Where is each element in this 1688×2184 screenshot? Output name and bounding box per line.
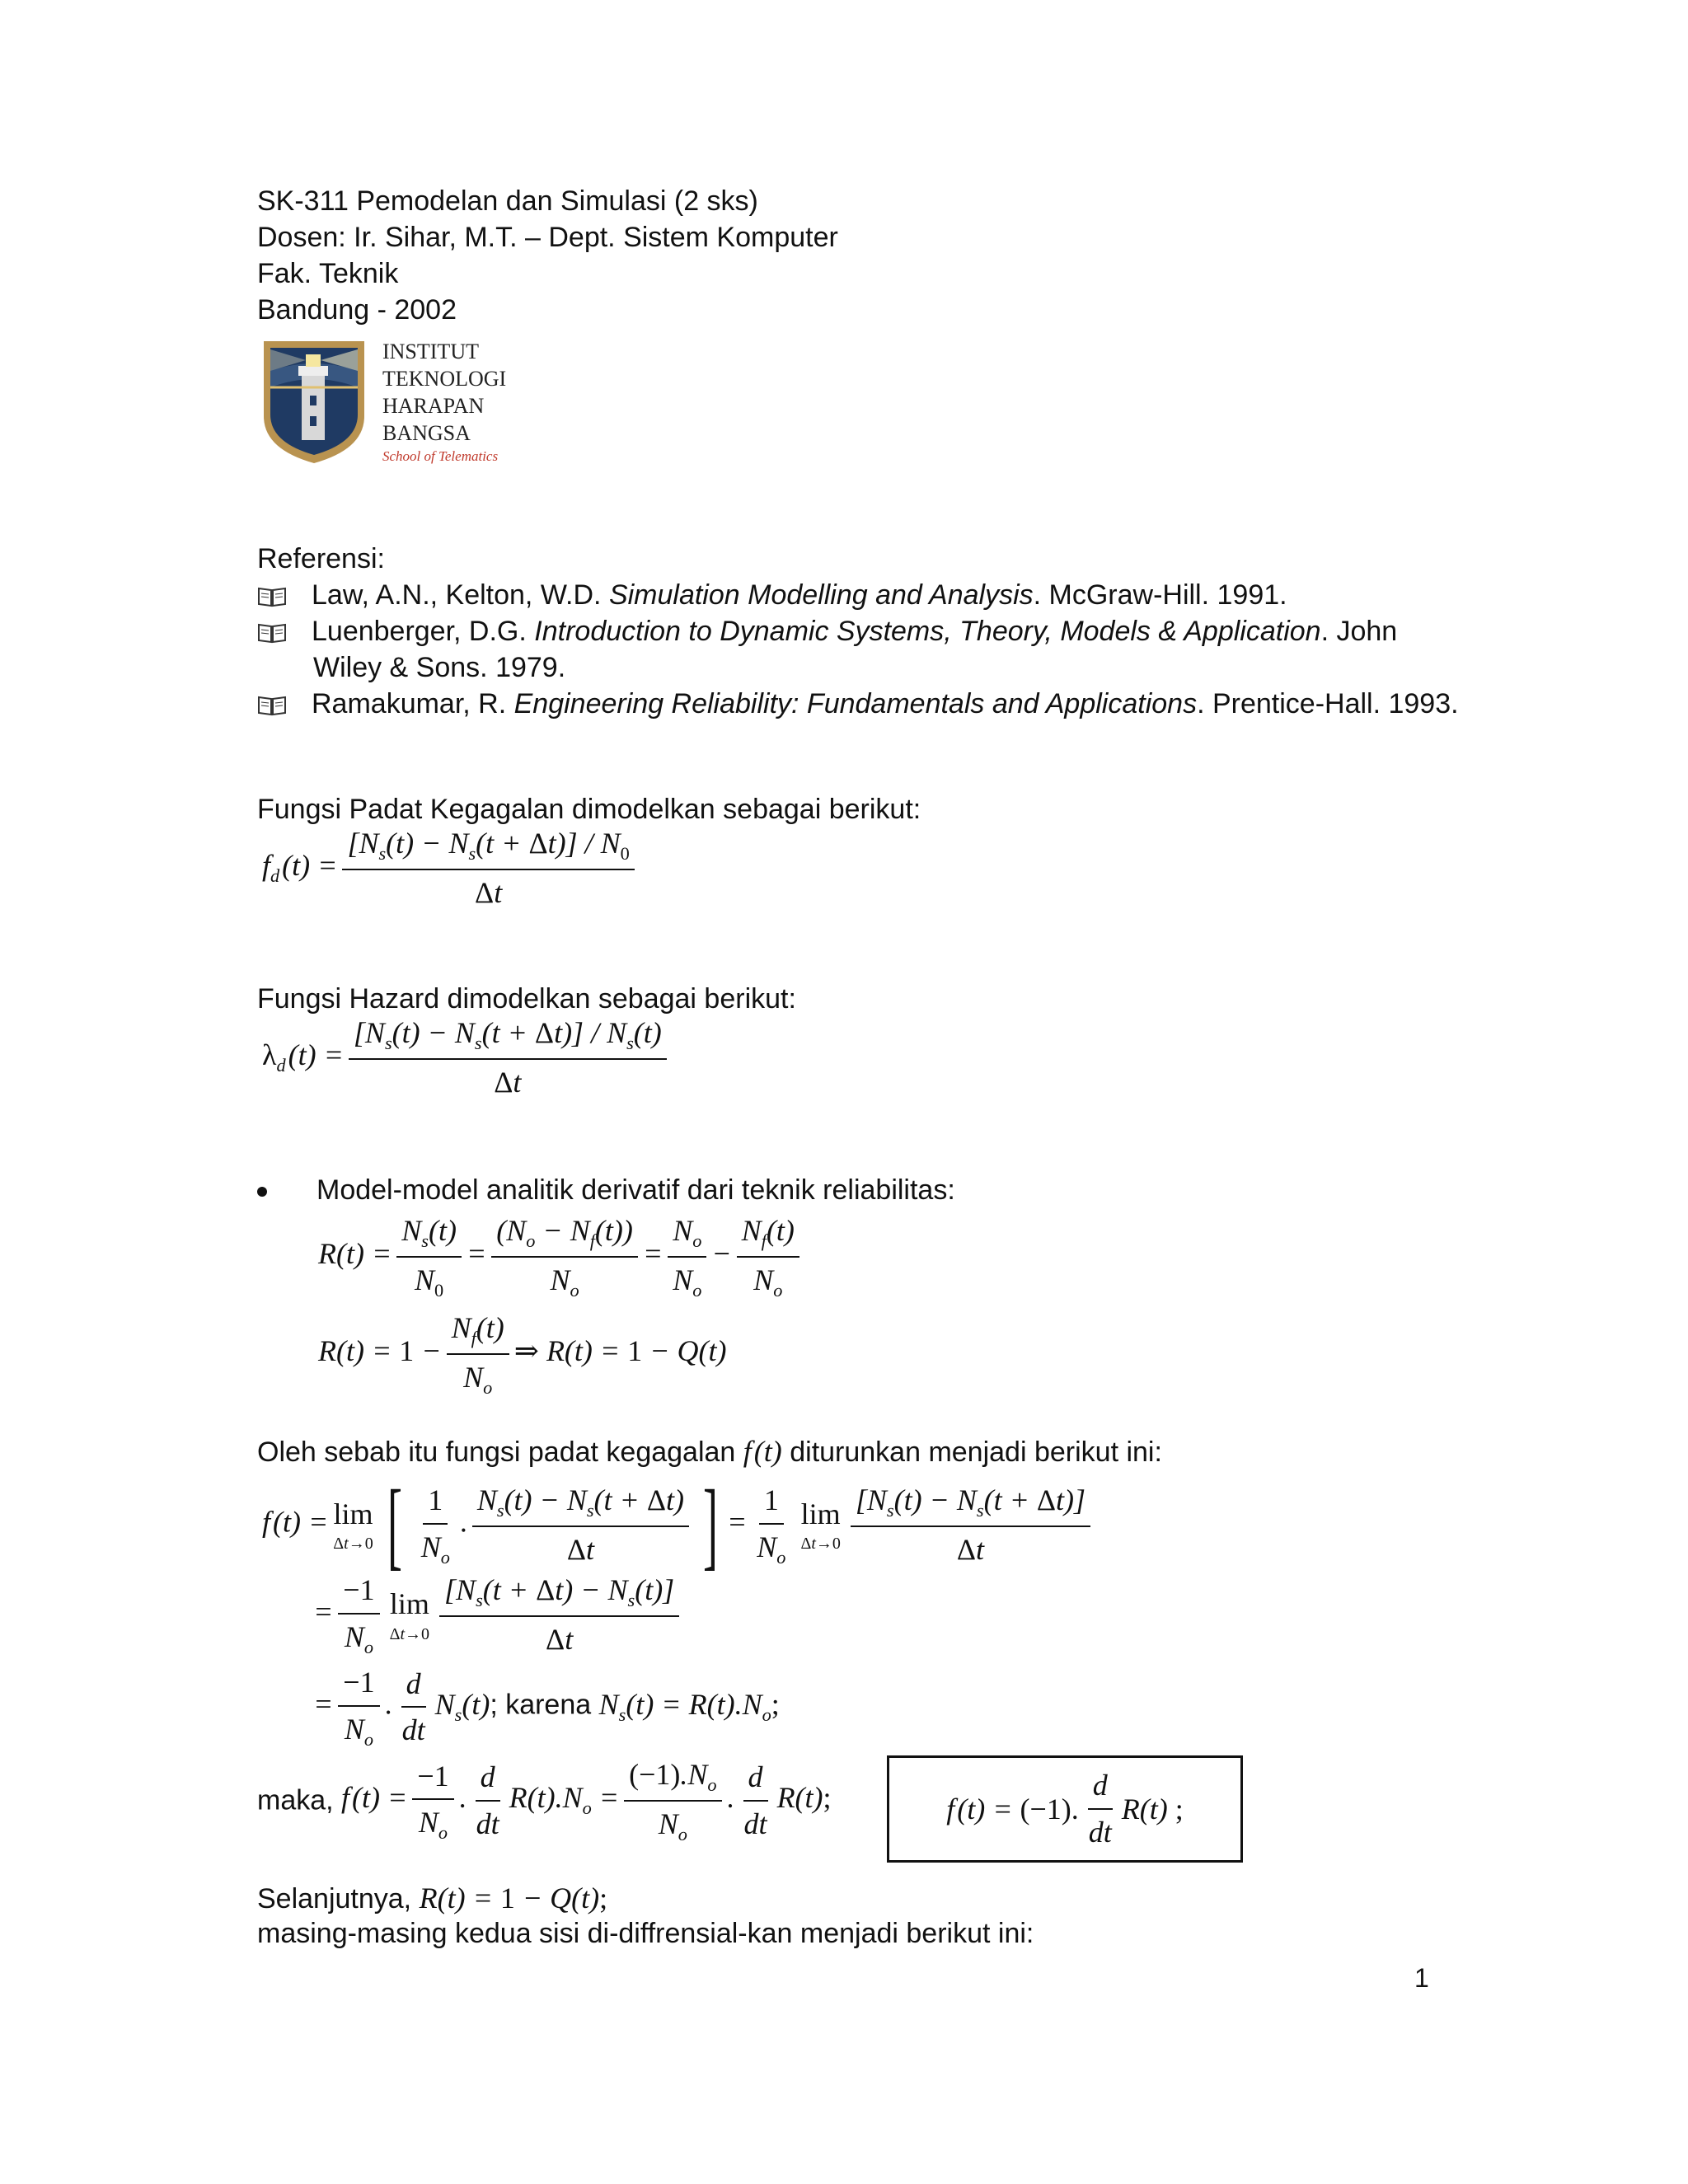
ref-publisher: . John [1320, 616, 1398, 647]
institute-logo [260, 338, 524, 470]
ref-publisher: . Prentice-Hall. 1993. [1197, 688, 1459, 719]
karena-text: ; karena [490, 1689, 599, 1721]
reference-item [257, 613, 1397, 649]
formula-f-lim-2: = $\frac{-1}{N_o}$ lim Δt→0 $\frac{[N_s(t + \Delta t) - N_s(t)]}{\Delta t}$ [313, 1571, 684, 1659]
maka-text: maka, [257, 1784, 342, 1816]
oleh-line [257, 1432, 1162, 1471]
course-title: SK-311 Pemodelan dan Simulasi (2 sks) [257, 185, 758, 217]
bullet-icon [257, 1187, 267, 1197]
reference-item [257, 577, 1287, 613]
formula-f-deriv: = $\frac{-1}{N_o}$ . $\frac{d}{dt}$ $N_s(t)$; karena $N_s(t) = R(t).N_o$; [313, 1663, 780, 1751]
bullet-item [257, 1172, 955, 1208]
faculty-line: Fak. Teknik [257, 258, 399, 289]
references-heading: Referensi: [257, 543, 385, 574]
ref-authors: Luenberger, D.G. [312, 616, 535, 647]
formula-fd: $f_d$ (t) = $\frac{[N_s(t) - N_s(t + \Delta t)] / N_0}{\Delta t}$ [262, 824, 640, 912]
f-of-t: f (t) [743, 1435, 782, 1468]
ref-title: Introduction to Dynamic Systems, Theory, Models & Application [534, 616, 1321, 647]
ref-title: Simulation Modelling and Analysis [608, 579, 1034, 611]
ref-authors: Ramakumar, R. [312, 688, 514, 719]
lecturer-line: Dosen: Ir. Sihar, M.T. – Dept. Sistem Komputer [257, 222, 838, 253]
book-icon [257, 622, 287, 644]
reference-item-continued: Wiley & Sons. 1979. [313, 652, 566, 683]
logo-text-2: TEKNOLOGI [382, 367, 507, 391]
logo-text-4: BANGSA [382, 421, 471, 445]
formula-f-lim-1: f (t) = lim Δt→0 [ $\frac{1}{N_o}$ . $\frac{N_s(t) - N_s(t + \Delta t)}{\Delta t}$ ] = $\frac{1}{N_o}$ lim Δt→0 $\frac{[N_s(t) - N_s(t + \Delta t)]}{\Delta t}$ [262, 1475, 1095, 1574]
ref-title: Engineering Reliability: Fundamentals and Applications [513, 688, 1198, 719]
reference-item [257, 686, 1459, 722]
section-padat: Fungsi Padat Kegagalan dimodelkan sebagai berikut: [257, 794, 921, 825]
logo-tagline: School of Telematics [382, 448, 499, 464]
logo-text-1: INSTITUT [382, 340, 479, 363]
page-number: 1 [1414, 1963, 1429, 1993]
maka-line: maka, f (t) = $\frac{-1}{N_o}$ . $\frac{d}{dt}$ $R(t).N_o$ = $\frac{(-1).N_o}{N_o}$ . $\frac{d}{dt}$ R(t); [257, 1755, 832, 1846]
book-icon [257, 586, 287, 607]
book-icon [257, 695, 287, 716]
formula-r-1: R(t) = $\frac{N_s(t)}{N_0}$ = $\frac{(N_o - N_f(t))}{N_o}$ = $\frac{N_o}{N_o}$ − $\frac{N_f(t)}{N_o}$ [318, 1212, 804, 1302]
formula-lambda: $\lambda_d$ (t) = $\frac{[N_s(t) - N_s(t + \Delta t)] / N_s(t)}{\Delta t}$ [262, 1014, 672, 1102]
section-hazard: Fungsi Hazard dimodelkan sebagai berikut: [257, 983, 796, 1015]
bullet-text: Model-model analitik derivatif dari teknik reliabilitas: [316, 1174, 955, 1206]
selanjutnya-line: Selanjutnya, R(t) = 1 − Q(t); [257, 1882, 608, 1915]
selanjutnya-text: Selanjutnya, [257, 1883, 420, 1915]
city-year-line: Bandung - 2002 [257, 294, 457, 326]
logo-text-3: HARAPAN [382, 394, 485, 418]
ref-publisher: . McGraw-Hill. 1991. [1033, 579, 1287, 611]
shield-icon [260, 338, 368, 466]
masing-line: masing-masing kedua sisi di-diffrensial-kan menjadi berikut ini: [257, 1918, 1034, 1949]
ref-authors: Law, A.N., Kelton, W.D. [312, 579, 609, 611]
oleh-text-b: diturunkan menjadi berikut ini: [781, 1436, 1162, 1468]
oleh-text-a: Oleh sebab itu fungsi padat kegagalan [257, 1436, 743, 1468]
result-box: f (t) = (−1). $\frac{d}{dt}$ R(t) ; [887, 1755, 1243, 1863]
formula-r-2: R(t) = 1 − $\frac{N_f(t)}{N_o}$ ⇒ R(t) = 1 − Q(t) [318, 1309, 726, 1399]
